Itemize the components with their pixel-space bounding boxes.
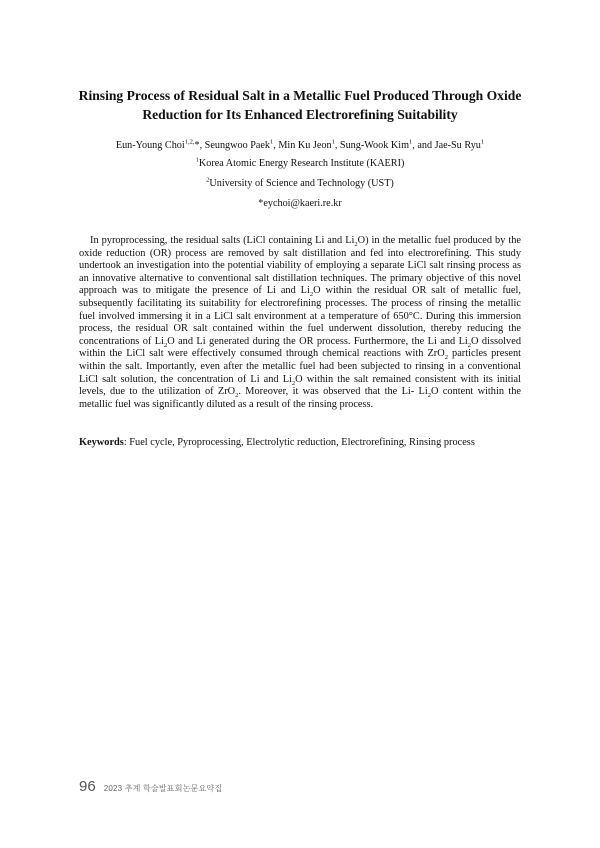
subscript: 2: [291, 379, 296, 387]
page-number: 96: [79, 778, 96, 795]
author-mark: 1,2,: [184, 138, 195, 146]
paper-title: Rinsing Process of Residual Salt in a Metallic Fuel Produced Through Oxide Reduction for Its Enhanced Electrorefining Suitability: [78, 88, 522, 122]
journal-name: 2023 추계 학술발표회논문요약집: [103, 784, 223, 793]
keywords-text: : Fuel cycle, Pyroprocessing, Electrolytic reduction, Electrorefining, Rinsing process: [123, 437, 475, 448]
author-sep: , and: [412, 140, 435, 151]
abstract-paragraph: [79, 235, 521, 411]
corresponding-email: *eychoi@kaeri.re.kr: [258, 198, 342, 209]
abstract-text: O) in the metallic fuel produced by the oxide reduction (OR) process are removed by salt distillation and fed into electrorefining. This study undertook an investigation into the potential viability of employing a separate LiCl salt rinsing process as an innovative alternative to conventional salt distillation techniques. The primary objective of this novel approach was to mitigate the presence of Li and Li: [79, 235, 521, 297]
subscript: 2: [427, 392, 431, 400]
abstract-text: O content within the metallic fuel was significantly diluted as a result of the rinsing process.: [79, 386, 521, 410]
abstract-text: O dissolved within the LiCl salt were effectively consumed through chemical reactions with ZrO: [79, 335, 521, 360]
abstract-text: O and Li generated during the OR process. Furthermore, the Li and Li: [167, 335, 468, 347]
keywords-line: [79, 436, 521, 449]
affiliation-1: [40, 157, 560, 171]
author: Min Ku Jeon: [278, 140, 332, 151]
affiliation-mark: 2: [206, 176, 210, 184]
abstract-text: In pyroprocessing, the residual salts (LiCl containing Li and Li: [90, 235, 355, 246]
author: Jae-Su Ryu: [434, 140, 481, 151]
subscript: 2: [444, 354, 448, 362]
subscript: 2: [235, 392, 239, 400]
author: Sung-Wook Kim: [339, 140, 409, 151]
affiliation-mark: 1: [195, 156, 199, 164]
subscript: 2: [467, 341, 472, 349]
keywords-label: Keywords: [79, 437, 124, 448]
author-mark: 1: [480, 138, 485, 146]
author: Seungwoo Paek: [204, 140, 271, 151]
author-sep: *,: [194, 140, 205, 151]
author-mark: 1: [331, 138, 335, 146]
abstract-text: particles present within the salt. Importantly, even after the metallic fuel had been subjected to rinsing in a conventional LiCl salt solution, the concentration of Li and Li: [79, 348, 521, 385]
author-mark: 1: [270, 138, 274, 146]
subscript: 2: [309, 291, 314, 299]
author: Eun-Young Choi: [115, 140, 185, 151]
author-sep: ,: [334, 140, 340, 151]
affiliation-2: [40, 177, 560, 191]
affiliation-text: Korea Atomic Energy Research Institute (KAERI): [198, 158, 405, 169]
affiliation-text: University of Science and Technology (UST): [209, 178, 394, 189]
author-mark: 1: [409, 138, 413, 146]
author-sep: ,: [273, 140, 279, 151]
abstract-text: . Moreover, it was observed that the Li- Li: [238, 386, 428, 398]
abstract-text: O within the residual OR salt of metallic fuel, subsequently facilitating its suitability for electrorefining processes. The process of rinsing the metallic fuel involved immersing it in a LiCl salt environment at a temperature of 650°C. During this immersion process, the residual OR salt contained within the fuel underwent dissolution, thereby reducing the concentrations of Li: [79, 285, 521, 347]
subscript: 2: [163, 341, 168, 349]
author-list: [40, 139, 560, 153]
page-footer: [79, 778, 222, 795]
subscript: 2: [354, 241, 358, 249]
abstract-text: O within the salt remained consistent with its initial levels, due to the utilization of ZrO: [79, 373, 521, 398]
